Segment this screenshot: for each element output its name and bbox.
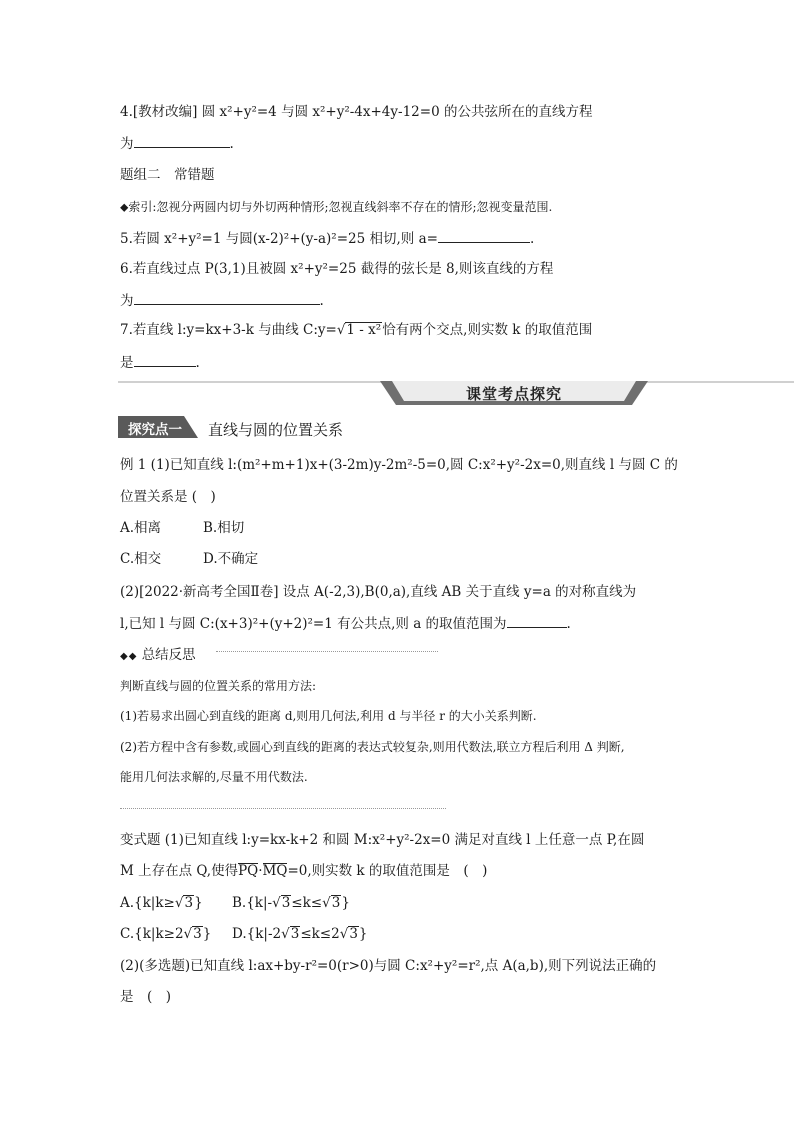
q7-line2 [120, 353, 200, 372]
variant-option-b: B.{k|-√3≤k≤√3} [232, 895, 350, 911]
variant-text-a: M 上存在点 Q,使得 [120, 863, 239, 879]
ex1-part2-line1: (2)[2022·新高考全国Ⅱ卷] 设点 A(-2,3),B(0,a),直线 AB 关于直线 y=a 的对称直线为 [120, 584, 637, 600]
q6-line1: 6.若直线过点 P(3,1)且被圆 x²+y²=25 截得的弦长是 8,则该直线的方程 [120, 261, 554, 277]
q7-text-a: 7.若直线 l:y=kx+3-k 与曲线 C:y= [120, 322, 337, 338]
variant-part2-line1: (2)(多选题)已知直线 l:ax+by-r²=0(r>0)与圆 C:x²+y²=r²,点 A(a,b),则下列说法正确的 [120, 958, 657, 974]
opt-c-pre: C.{k|k≥2 [120, 926, 184, 942]
summary-item2-line2: 能用几何法求解的,尽量不用代数法. [120, 770, 308, 784]
variant-option-c: C.{k|k≥2√3} [120, 926, 212, 942]
section-banner [118, 381, 794, 405]
variant-line2 [120, 862, 487, 880]
ex1-option-d: D.不确定 [203, 551, 259, 567]
q6-prefix: 为 [120, 293, 134, 309]
q5-text: 5.若圆 x²+y²=1 与圆(x-2)²+(y-a)²=25 相切,则 a= [120, 231, 438, 247]
ex1-line1: 例 1 (1)已知直线 l:(m²+m+1)x+(3-2m)y-2m²-5=0,圆 C:x²+y²-2x=0,则直线 l 与圆 C 的 [120, 457, 678, 473]
q4-answer-blank [134, 134, 230, 148]
q5-line [120, 229, 534, 248]
q7-sqrt-content: 1 - x² [346, 322, 382, 338]
opt-c-post: } [202, 926, 212, 942]
summary-bottom-dots [120, 808, 446, 809]
vector-mq: MQ [262, 863, 288, 879]
badge-label: 探究点一 [128, 422, 182, 438]
opt-a-post: } [194, 895, 203, 911]
q4-line2 [120, 134, 234, 153]
opt-d-mid: ≤k≤2 [300, 926, 340, 942]
variant-text-b: =0,则实数 k 的取值范围是 ( ) [287, 863, 488, 879]
q7-prefix: 是 [120, 355, 134, 371]
section-title: 课堂考点探究 [465, 385, 562, 403]
opt-b-pre: B.{k|- [232, 895, 273, 911]
opt-d-post: } [358, 926, 368, 942]
summary-top-dots [216, 651, 438, 652]
summary-intro: 判断直线与圆的位置关系的常用方法: [120, 679, 317, 693]
q6-suffix: . [319, 293, 324, 309]
opt-a-radicand: 3 [184, 895, 194, 911]
ex1-line2: 位置关系是 ( ) [120, 489, 216, 505]
q5-answer-blank [438, 229, 530, 243]
point1-badge [118, 416, 198, 438]
ex1-part2-line2 [120, 614, 571, 633]
q7-answer-blank [134, 353, 196, 367]
q4-prefix: 为 [120, 136, 134, 152]
ex1-option-a: A.相离 [120, 520, 162, 536]
variant-line1: 变式题 (1)已知直线 l:y=kx-k+2 和圆 M:x²+y²-2x=0 满足对直线 l 上任意一点 P,在圆 [120, 832, 645, 848]
opt-b-post: } [341, 895, 350, 911]
q7-text-b: 恰有两个交点,则实数 k 的取值范围 [382, 322, 593, 338]
ex1-answer-blank [507, 614, 567, 628]
opt-d-pre: D.{k|-2 [232, 926, 282, 942]
opt-b-radicand2: 3 [331, 895, 341, 911]
variant-option-d: D.{k|-2√3≤k≤2√3} [232, 926, 368, 942]
variant-option-a: A.{k|k≥√3} [120, 895, 203, 911]
summary-header [120, 646, 196, 666]
summary-item2-line1: (2)若方程中含有参数,或圆心到直线的距离的表达式较复杂,则用代数法,联立方程后利用 Δ 判断, [120, 740, 625, 754]
opt-b-radicand1: 3 [281, 895, 291, 911]
summary-title: 总结反思 [141, 647, 196, 663]
ex1-part2-text: l,已知 l 与圆 C:(x+3)²+(y+2)²=1 有公共点,则 a 的取值范围为 [120, 616, 507, 632]
q4-suffix: . [229, 136, 234, 152]
point1-title: 直线与圆的位置关系 [208, 421, 344, 439]
q7-line1 [120, 321, 592, 339]
sqrt-symbol: √ [336, 322, 346, 338]
q4-line1: 4.[教材改编] 圆 x²+y²=4 与圆 x²+y²-4x+4y-12=0 的公共弦所在的直线方程 [120, 104, 593, 120]
q7-suffix: . [195, 355, 200, 371]
q6-answer-blank [134, 291, 320, 305]
dot-operator: · [258, 863, 263, 879]
opt-d-radicand1: 3 [290, 926, 300, 942]
vector-pq: PQ [238, 863, 259, 879]
variant-part2-line2: 是 ( ) [120, 989, 172, 1005]
opt-a-pre: A.{k|k≥ [120, 895, 175, 911]
ex1-part2-suffix: . [566, 616, 571, 632]
opt-c-radicand: 3 [193, 926, 202, 942]
summary-item1: (1)若易求出圆心到直线的距离 d,则用几何法,利用 d 与半径 r 的大小关系判断. [120, 709, 537, 723]
ex1-option-c: C.相交 [120, 551, 162, 567]
opt-d-radicand2: 3 [349, 926, 358, 942]
q6-line2 [120, 291, 324, 310]
ex1-option-b: B.相切 [203, 520, 245, 536]
q5-suffix: . [529, 231, 535, 247]
group2-title: 题组二 常错题 [120, 167, 215, 183]
opt-b-mid: ≤k≤ [291, 895, 323, 911]
diamond-icon: ◆◆ [120, 651, 138, 662]
index-note: ⬥索引:忽视分两圆内切与外切两种情形;忽视直线斜率不存在的情形;忽视变量范围. [120, 200, 553, 214]
